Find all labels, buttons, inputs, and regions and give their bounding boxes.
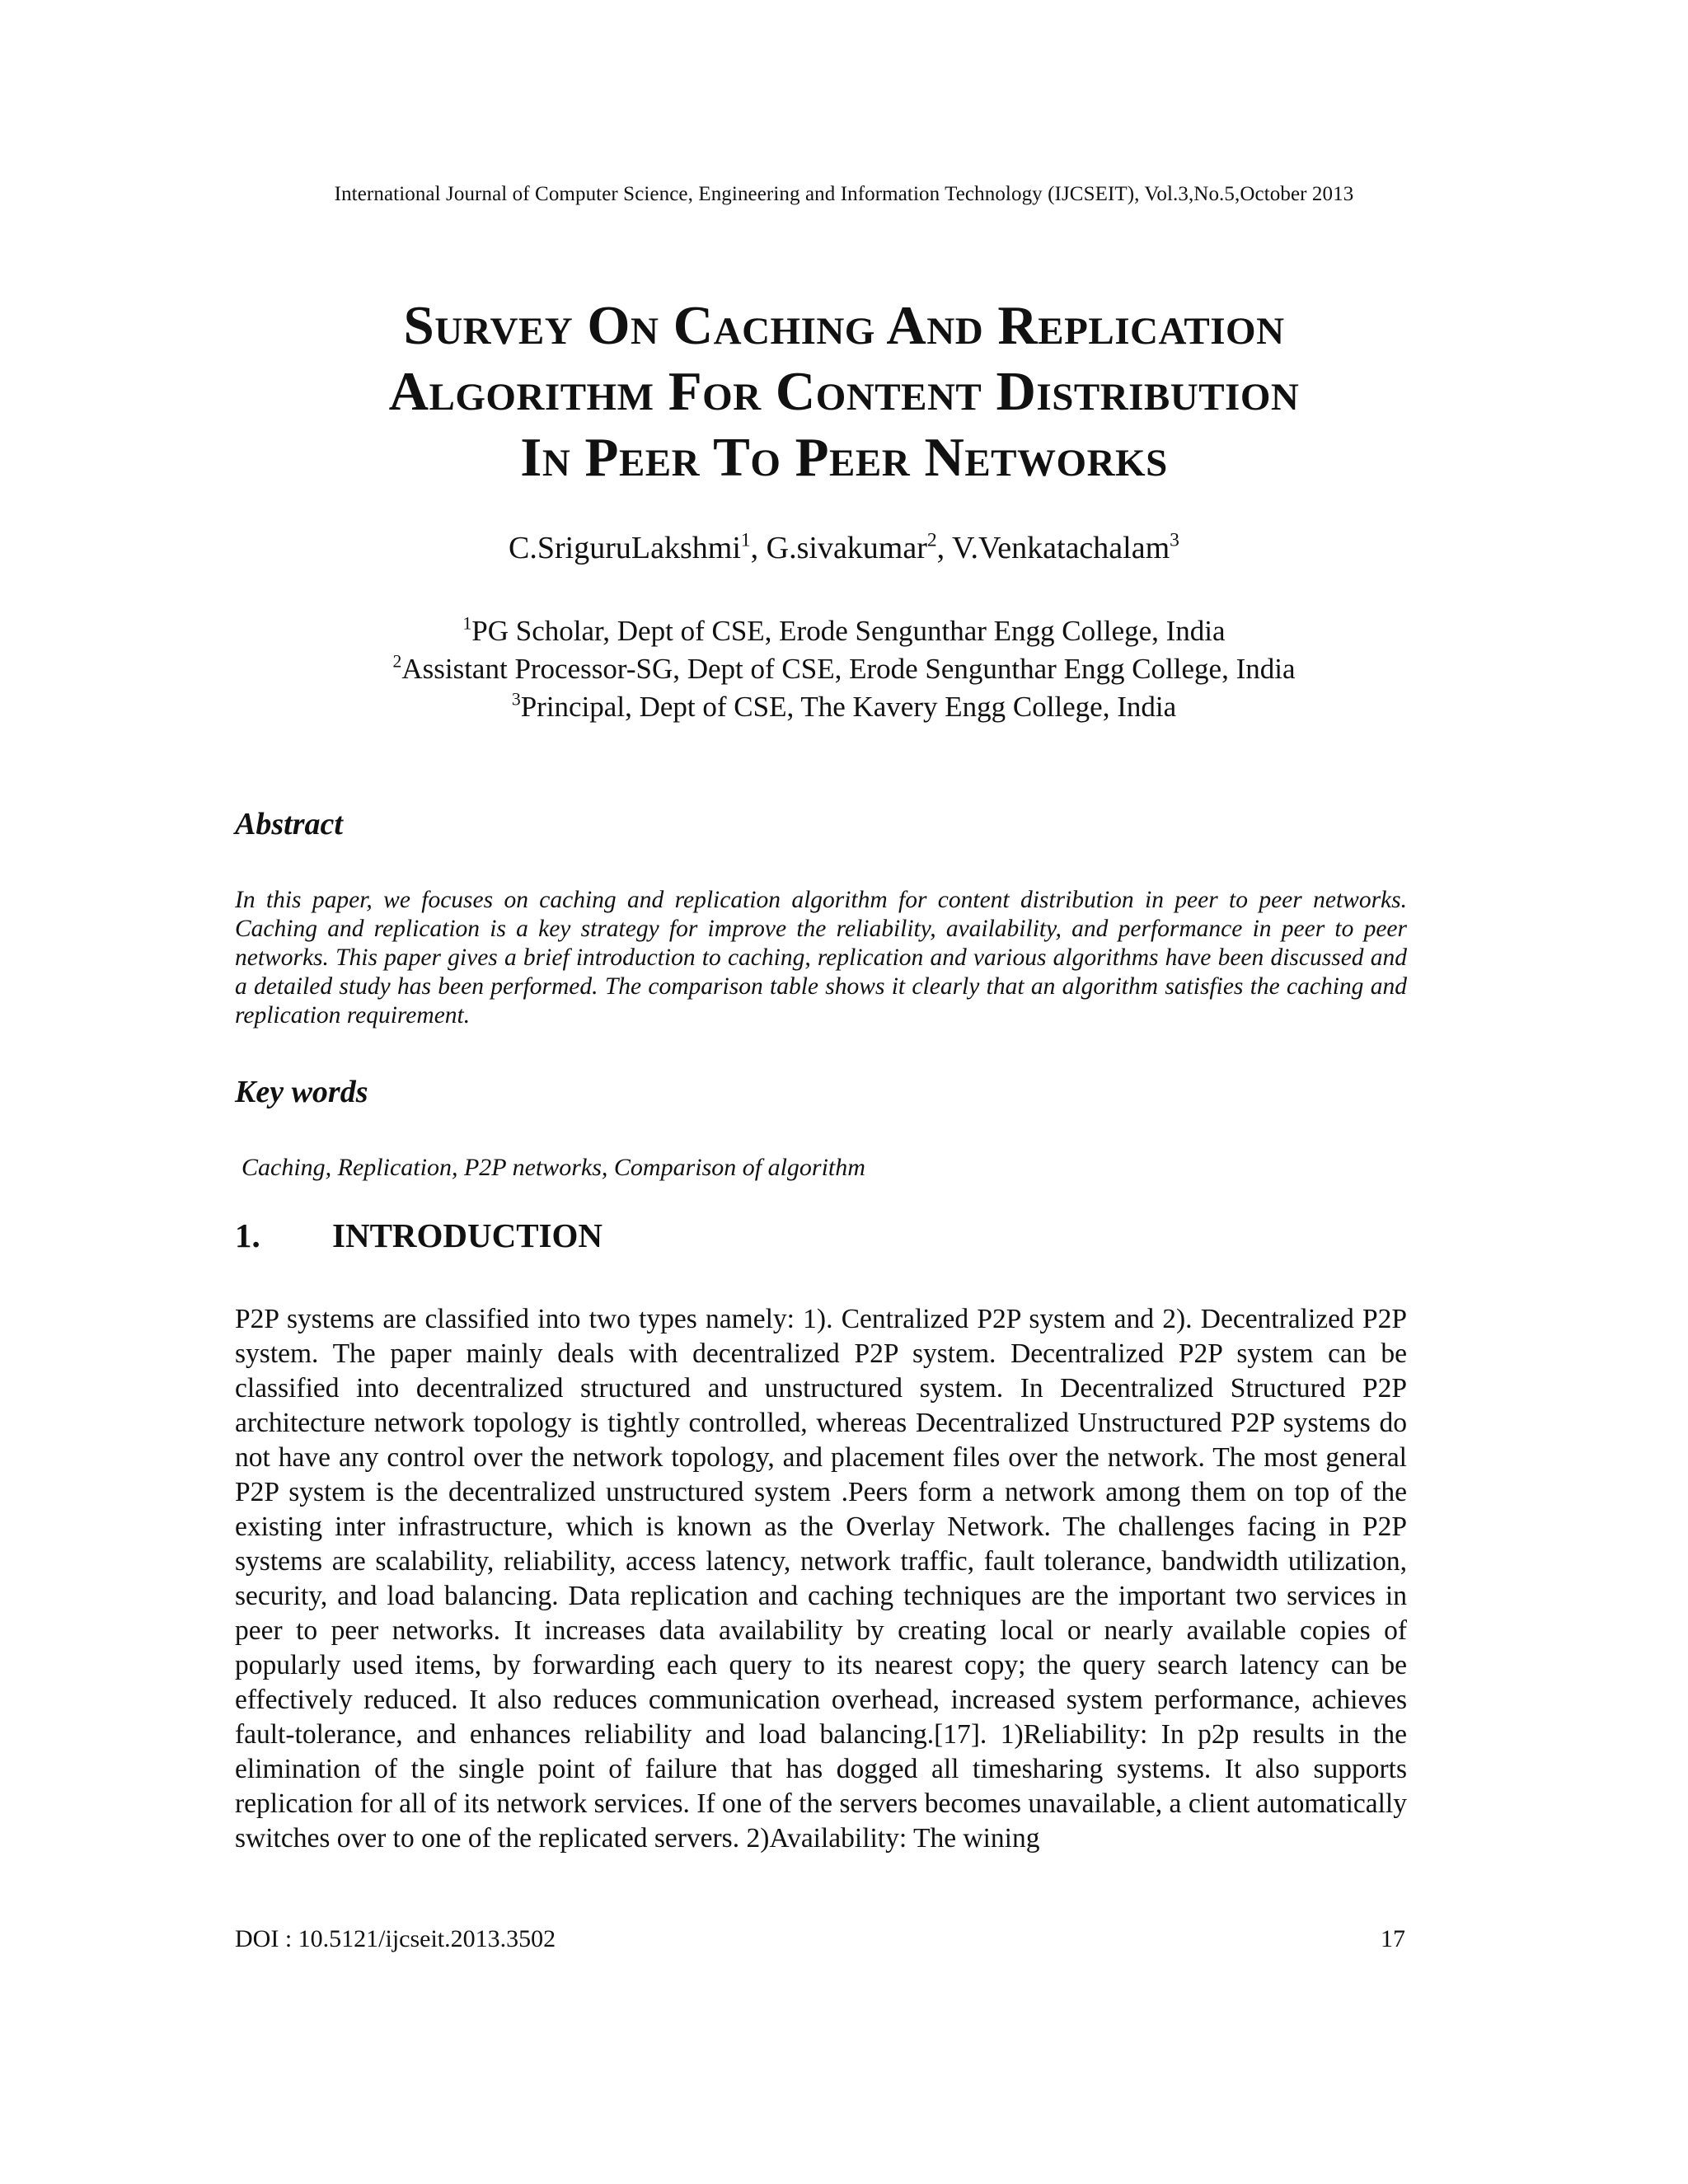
introduction-heading	[235, 1216, 603, 1255]
paper-title	[0, 293, 1688, 490]
author-list	[0, 530, 1688, 566]
affiliation-superscript: 3	[511, 689, 521, 710]
keywords-text: Caching, Replication, P2P networks, Comparison of algorithm	[241, 1154, 865, 1181]
affiliation-text: PG Scholar, Dept of CSE, Erode Sengunthar Engg College, India	[471, 615, 1226, 647]
page-number: 17	[1381, 1925, 1405, 1952]
author-name: G.sivakumar	[766, 531, 927, 565]
introduction-text: P2P systems are classified into two types namely: 1). Centralized P2P system and 2). Decentralized P2P system. The paper mainly deals with decentralized P2P system. Decentralized P2P system can be classified into decentralized structured and unstructured system. In Decentralized Structured P2P architecture network topology is tightly controlled, whereas Decentralized Unstructured P2P systems do not have any control over the network topology, and placement files over the network. The most general P2P system is the decentralized unstructured system .Peers form a network among them on top of the existing inter infrastructure, which is known as the Overlay Network. The challenges facing in P2P systems are scalability, reliability, access latency, network traffic, fault tolerance, bandwidth utilization, security, and load balancing. Data replication and caching techniques are the important two services in peer to peer networks. It increases data availability by creating local or nearly available copies of popularly used items, by forwarding each query to its nearest copy; the query search latency can be effectively reduced. It also reduces communication overhead, increased system performance, achieves fault-tolerance, and enhances reliability and load balancing.[17]. 1)Reliability: In p2p results in the elimination of the single point of failure that has dogged all timesharing systems. It also supports replication for all of its network services. If one of the servers becomes unavailable, a client automatically switches over to one of the replicated servers. 2)Availability: The wining	[235, 1304, 1407, 1854]
author-name: V.Venkatachalam	[952, 531, 1170, 565]
title-line-3: In Peer To Peer Networks	[520, 427, 1168, 488]
author-superscript: 1	[740, 529, 751, 551]
author-superscript: 2	[926, 529, 937, 551]
affiliation-text: Assistant Processor-SG, Dept of CSE, Erode Sengunthar Engg College, India	[401, 653, 1296, 685]
title-line-2: Algorithm For Content Distribution	[388, 361, 1300, 422]
author-name: C.SriguruLakshmi	[509, 531, 741, 565]
abstract-heading: Abstract	[235, 807, 343, 841]
affiliation-item	[0, 612, 1688, 650]
author-superscript: 3	[1170, 529, 1179, 551]
abstract-text: In this paper, we focuses on caching and replication algorithm for content distribution in peer to peer networks. Caching and replication is a key strategy for improve the reliability, availability, and performance in peer to peer networks. This paper gives a brief introduction to caching, replication and various algorithms have been discussed and a detailed study has been performed. The comparison table shows it clearly that an algorithm satisfies the caching and replication requirement.	[235, 887, 1407, 1029]
journal-header: International Journal of Computer Science, Engineering and Information Technology (IJCSEIT), Vol.3,No.5,October 2013	[334, 183, 1354, 205]
author-separator: ,	[936, 531, 952, 565]
affiliation-superscript: 2	[392, 651, 402, 672]
title-line-1: Survey On Caching And Replication	[403, 295, 1285, 356]
section-number: 1.	[235, 1216, 260, 1254]
author-separator: ,	[750, 531, 767, 565]
affiliation-text: Principal, Dept of CSE, The Kavery Engg College, India	[520, 691, 1177, 723]
section-title: INTRODUCTION	[332, 1216, 603, 1254]
affiliation-item	[0, 650, 1688, 688]
keywords-heading: Key words	[235, 1075, 368, 1109]
affiliation-item	[0, 688, 1688, 726]
affiliation-list	[0, 612, 1688, 726]
footer-doi: DOI : 10.5121/ijcseit.2013.3502	[235, 1925, 556, 1952]
affiliation-superscript: 1	[462, 613, 472, 634]
